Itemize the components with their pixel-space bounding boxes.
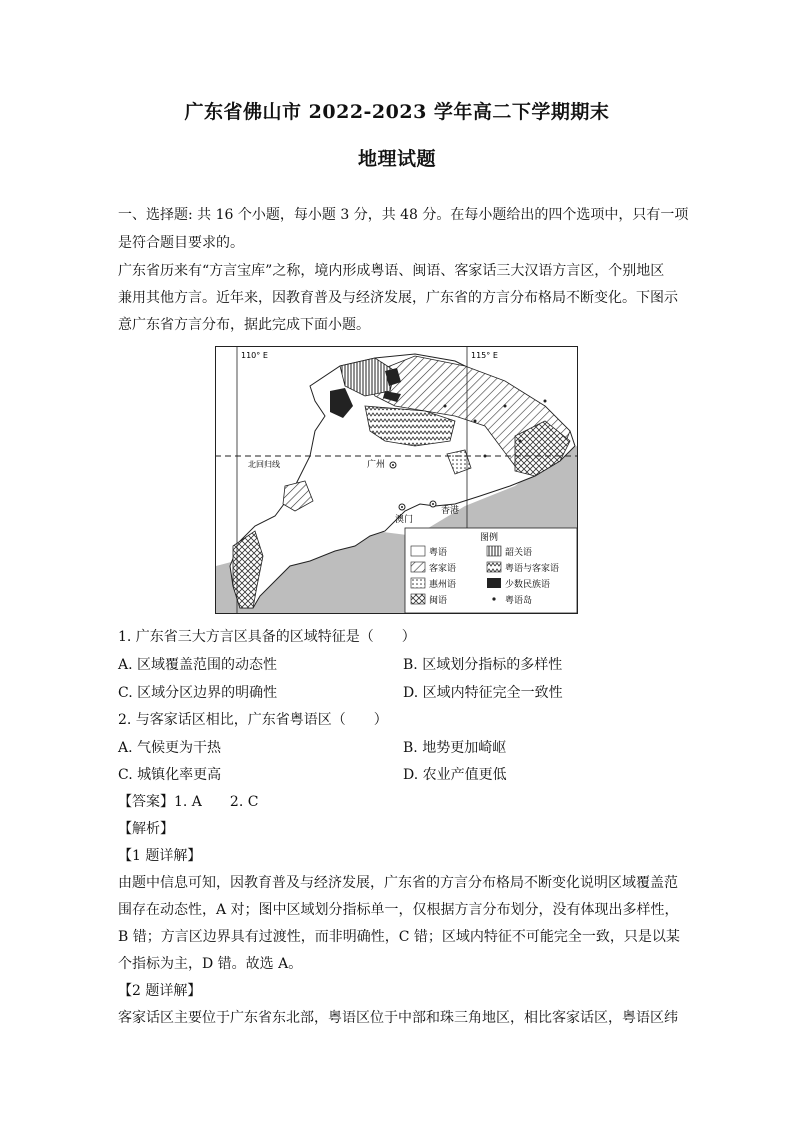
q1-option-c: C. 区域分区边界的明确性 bbox=[118, 685, 278, 701]
legend-title: 图例 bbox=[480, 533, 499, 543]
q2-option-b: B. 地势更加崎岖 bbox=[403, 740, 507, 756]
map-legend bbox=[405, 528, 577, 613]
section-heading-line-1: 一、选择题: 共 16 个小题，每小题 3 分，共 48 分。在每小题给出的四个选项中，只有一项 bbox=[118, 207, 689, 223]
q1-detail-line-4: 个指标为主，D 错。故选 A。 bbox=[118, 956, 303, 972]
legend-item-5: 惠州语 bbox=[429, 580, 457, 590]
section-heading-line-2: 是符合题目要求的。 bbox=[118, 235, 244, 251]
q2-stem: 2. 与客家话区相比，广东省粤语区（ ） bbox=[118, 712, 388, 728]
q1-detail-line-3: B 错；方言区边界具有过渡性，而非明确性，C 错；区域内特征不可能完全一致，只是以某 bbox=[118, 929, 680, 945]
q1-detail-heading: 【1 题详解】 bbox=[118, 848, 202, 864]
q1-option-d: D. 区域内特征完全一致性 bbox=[403, 685, 563, 701]
intro-line-2: 兼用其他方言。近年来，因教育普及与经济发展，广东省的方言分布格局不断变化。下图示 bbox=[118, 290, 678, 306]
legend-item-2: 韶关语 bbox=[505, 548, 533, 558]
answer-line: 【答案】1. A 2. C bbox=[118, 794, 259, 810]
intro-line-1: 广东省历来有“方言宝库”之称，境内形成粤语、闽语、客家话三大汉语方言区，个别地区 bbox=[118, 263, 665, 279]
analysis-heading: 【解析】 bbox=[118, 821, 174, 837]
q2-detail-heading: 【2 题详解】 bbox=[118, 983, 202, 999]
page-title: 广东省佛山市 2022-2023 学年高二下学期期末 bbox=[184, 101, 610, 123]
label-lon-110: 110° E bbox=[241, 351, 268, 360]
q2-option-c: C. 城镇化率更高 bbox=[118, 767, 222, 783]
legend-item-8: 粤语岛 bbox=[505, 596, 533, 606]
q1-option-a: A. 区域覆盖范围的动态性 bbox=[118, 657, 278, 673]
label-guangzhou: 广州 bbox=[367, 460, 386, 470]
q2-option-a: A. 气候更为干热 bbox=[118, 740, 222, 756]
q2-option-d: D. 农业产值更低 bbox=[403, 767, 507, 783]
legend-item-4: 粤语与客家语 bbox=[505, 564, 560, 574]
label-macau: 澳门 bbox=[395, 515, 414, 525]
page-subtitle: 地理试题 bbox=[357, 148, 436, 170]
label-lon-115: 115° E bbox=[471, 351, 498, 360]
intro-line-3: 意广东省方言分布，据此完成下面小题。 bbox=[118, 317, 370, 333]
dialect-map bbox=[215, 346, 578, 614]
label-hongkong: 香港 bbox=[441, 506, 460, 516]
legend-item-3: 客家语 bbox=[429, 564, 457, 574]
q1-option-b: B. 区域划分指标的多样性 bbox=[403, 657, 563, 673]
legend-item-1: 粤语 bbox=[429, 548, 448, 558]
label-tropic: 北回归线 bbox=[248, 460, 280, 469]
q1-detail-line-2: 围存在动态性，A 对；图中区域划分指标单一，仅根据方言分布划分，没有体现出多样性， bbox=[118, 902, 679, 918]
q1-stem: 1. 广东省三大方言区具备的区域特征是（ ） bbox=[118, 629, 416, 645]
legend-item-6: 少数民族语 bbox=[505, 580, 551, 590]
q1-detail-line-1: 由题中信息可知，因教育普及与经济发展，广东省的方言分布格局不断变化说明区域覆盖范 bbox=[118, 875, 678, 891]
legend-item-7: 闽语 bbox=[429, 596, 448, 606]
q2-detail-line-1: 客家话区主要位于广东省东北部，粤语区位于中部和珠三角地区，相比客家话区，粤语区纬 bbox=[118, 1010, 678, 1026]
